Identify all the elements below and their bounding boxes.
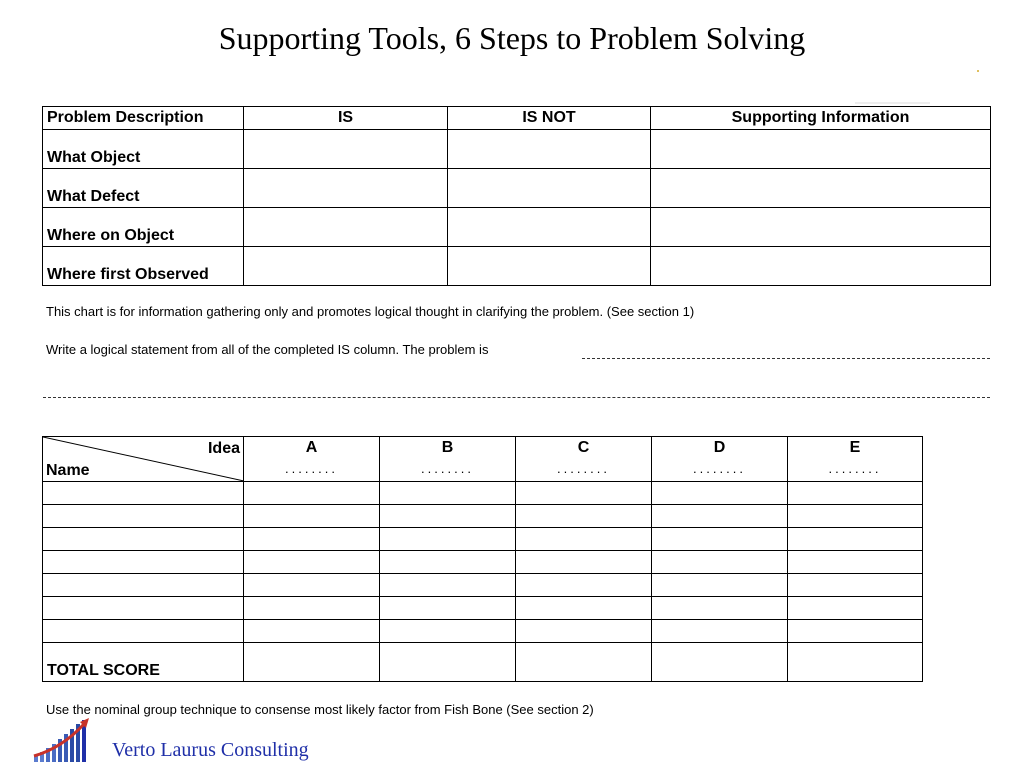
row-label-where-on-object: Where on Object bbox=[43, 208, 244, 247]
idea-name-corner-cell bbox=[43, 437, 244, 482]
score-cell[interactable] bbox=[788, 574, 923, 597]
idea-column-e bbox=[788, 437, 923, 482]
table-row bbox=[43, 505, 923, 528]
table-cell[interactable] bbox=[244, 169, 448, 208]
table-row bbox=[43, 597, 923, 620]
header-problem-description: Problem Description bbox=[43, 107, 244, 130]
score-cell[interactable] bbox=[652, 528, 788, 551]
row-label-what-defect: What Defect bbox=[43, 169, 244, 208]
table-header-row bbox=[43, 107, 991, 130]
name-cell[interactable] bbox=[43, 620, 244, 643]
idea-dots[interactable]: ........ bbox=[828, 461, 882, 476]
score-cell[interactable] bbox=[244, 505, 380, 528]
score-cell[interactable] bbox=[516, 574, 652, 597]
idea-dots[interactable]: ........ bbox=[693, 461, 746, 476]
score-cell[interactable] bbox=[380, 528, 516, 551]
name-cell[interactable] bbox=[43, 551, 244, 574]
score-cell[interactable] bbox=[652, 482, 788, 505]
table-row bbox=[43, 620, 923, 643]
score-cell[interactable] bbox=[788, 482, 923, 505]
score-cell[interactable] bbox=[516, 505, 652, 528]
score-cell[interactable] bbox=[244, 620, 380, 643]
page-title: Supporting Tools, 6 Steps to Problem Solving bbox=[218, 20, 806, 56]
score-cell[interactable] bbox=[516, 597, 652, 620]
logical-statement-prompt: Write a logical statement from all of the completed IS column. The problem is bbox=[46, 342, 489, 357]
idea-letter: B bbox=[441, 439, 454, 456]
score-cell[interactable] bbox=[652, 551, 788, 574]
name-cell[interactable] bbox=[43, 597, 244, 620]
idea-dots[interactable]: ........ bbox=[421, 461, 474, 476]
idea-letter: A bbox=[305, 439, 318, 456]
score-cell[interactable] bbox=[380, 505, 516, 528]
table-row bbox=[43, 169, 991, 208]
table-row bbox=[43, 482, 923, 505]
score-cell[interactable] bbox=[380, 551, 516, 574]
score-cell[interactable] bbox=[380, 620, 516, 643]
score-cell[interactable] bbox=[516, 528, 652, 551]
score-cell[interactable] bbox=[244, 597, 380, 620]
idea-column-d bbox=[652, 437, 788, 482]
score-cell[interactable] bbox=[380, 574, 516, 597]
company-name: Verto Laurus Consulting bbox=[112, 739, 309, 761]
nominal-group-note: Use the nominal group technique to consense most likely factor from Fish Bone (See section 2) bbox=[46, 702, 594, 717]
idea-letter: D bbox=[713, 439, 726, 456]
idea-column-a bbox=[244, 437, 380, 482]
problem-statement-line[interactable] bbox=[582, 358, 990, 359]
idea-letter: C bbox=[577, 439, 590, 456]
table-cell[interactable] bbox=[244, 208, 448, 247]
idea-dots[interactable]: ........ bbox=[557, 461, 610, 476]
score-cell[interactable] bbox=[244, 574, 380, 597]
table-cell[interactable] bbox=[651, 169, 991, 208]
table-cell[interactable] bbox=[448, 130, 651, 169]
total-cell[interactable] bbox=[652, 643, 788, 682]
decorative-dot bbox=[977, 70, 979, 72]
table-cell[interactable] bbox=[244, 130, 448, 169]
total-cell[interactable] bbox=[244, 643, 380, 682]
idea-dots[interactable]: ........ bbox=[285, 461, 338, 476]
row-label-what-object: What Object bbox=[43, 130, 244, 169]
idea-letter: E bbox=[849, 439, 861, 456]
total-cell[interactable] bbox=[380, 643, 516, 682]
name-cell[interactable] bbox=[43, 505, 244, 528]
problem-statement-line-2[interactable] bbox=[43, 397, 990, 398]
score-cell[interactable] bbox=[652, 620, 788, 643]
name-cell[interactable] bbox=[43, 574, 244, 597]
score-cell[interactable] bbox=[380, 597, 516, 620]
table-cell[interactable] bbox=[448, 169, 651, 208]
table-cell[interactable] bbox=[244, 247, 448, 286]
score-cell[interactable] bbox=[244, 551, 380, 574]
table-cell[interactable] bbox=[651, 208, 991, 247]
score-cell[interactable] bbox=[652, 597, 788, 620]
score-cell[interactable] bbox=[516, 482, 652, 505]
score-cell[interactable] bbox=[516, 551, 652, 574]
score-cell[interactable] bbox=[788, 551, 923, 574]
table-row bbox=[43, 247, 991, 286]
score-header-row bbox=[43, 437, 923, 482]
total-cell[interactable] bbox=[516, 643, 652, 682]
score-cell[interactable] bbox=[380, 482, 516, 505]
table-cell[interactable] bbox=[651, 247, 991, 286]
table-cell[interactable] bbox=[448, 208, 651, 247]
score-cell[interactable] bbox=[788, 597, 923, 620]
table-row bbox=[43, 130, 991, 169]
nominal-group-score-table bbox=[42, 436, 923, 682]
score-cell[interactable] bbox=[788, 505, 923, 528]
score-cell[interactable] bbox=[244, 482, 380, 505]
name-cell[interactable] bbox=[43, 482, 244, 505]
header-supporting-information: Supporting Information bbox=[651, 107, 991, 130]
score-cell[interactable] bbox=[652, 574, 788, 597]
table-cell[interactable] bbox=[448, 247, 651, 286]
name-cell[interactable] bbox=[43, 528, 244, 551]
idea-column-c bbox=[516, 437, 652, 482]
table-row bbox=[43, 528, 923, 551]
total-score-row bbox=[43, 643, 923, 682]
table-cell[interactable] bbox=[651, 130, 991, 169]
information-gathering-note: This chart is for information gathering only and promotes logical thought in clarifying the problem. (See section 1) bbox=[46, 304, 695, 319]
total-score-label: TOTAL SCORE bbox=[43, 643, 244, 682]
name-label: Name bbox=[46, 462, 90, 479]
is-is-not-table bbox=[42, 106, 991, 286]
idea-column-b bbox=[380, 437, 516, 482]
score-cell[interactable] bbox=[244, 528, 380, 551]
score-cell[interactable] bbox=[652, 505, 788, 528]
table-row bbox=[43, 551, 923, 574]
header-is-not: IS NOT bbox=[448, 107, 651, 130]
rising-bar-chart-logo-icon bbox=[32, 716, 90, 769]
score-cell[interactable] bbox=[788, 620, 923, 643]
idea-label: Idea bbox=[207, 440, 240, 457]
table-row bbox=[43, 208, 991, 247]
score-cell[interactable] bbox=[516, 620, 652, 643]
total-cell[interactable] bbox=[788, 643, 923, 682]
score-cell[interactable] bbox=[788, 528, 923, 551]
row-label-where-first-observed: Where first Observed bbox=[43, 247, 244, 286]
header-is: IS bbox=[244, 107, 448, 130]
decorative-line bbox=[855, 102, 930, 104]
table-row bbox=[43, 574, 923, 597]
